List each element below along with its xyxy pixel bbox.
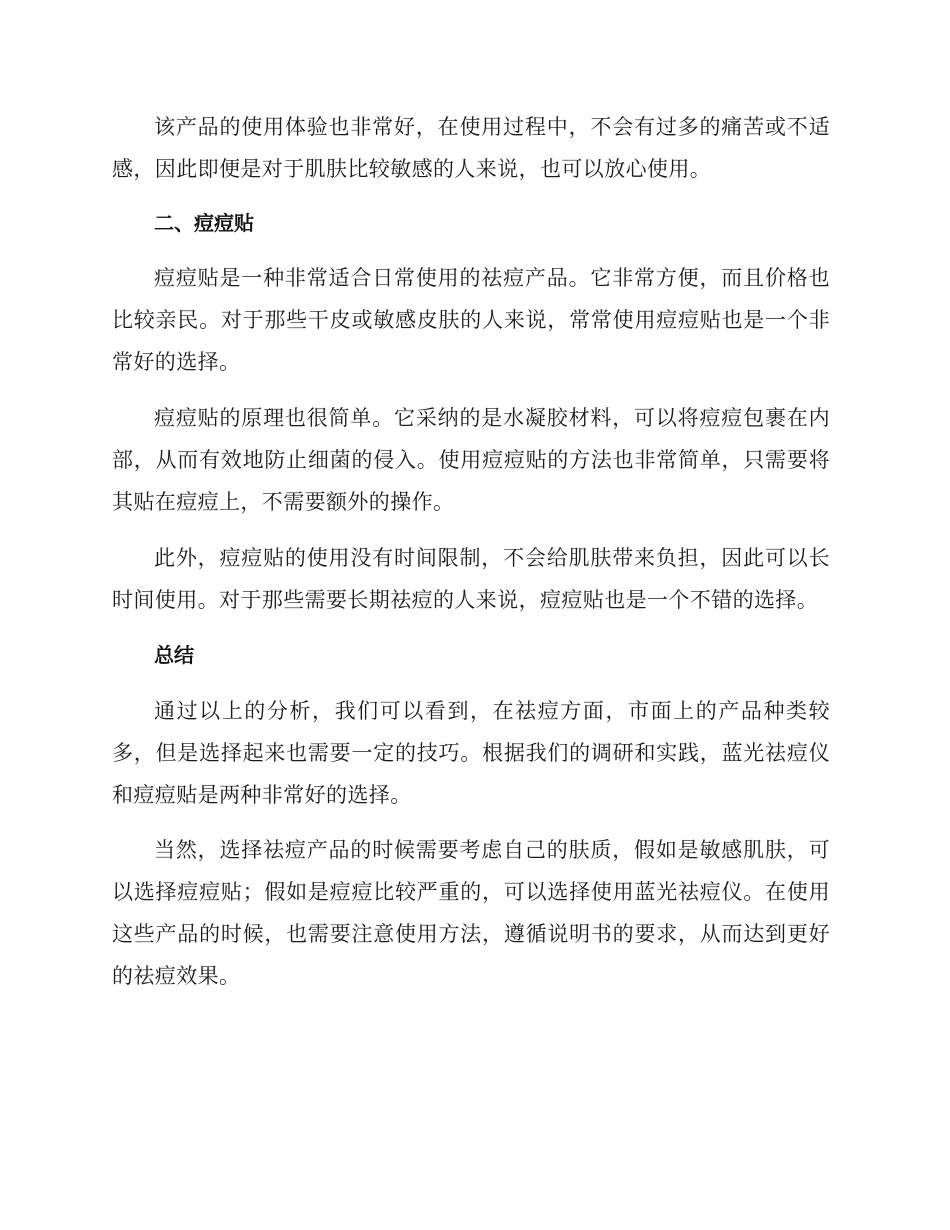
section-heading-summary: 总结	[154, 643, 194, 667]
section-heading-acne-patch: 二、痘痘贴	[154, 211, 254, 235]
paragraph-summary-advice: 当然，选择祛痘产品的时候需要考虑自己的肤质，假如是敏感肌肤，可以选择痘痘贴；假如是痘痘比较严重的，可以选择使用蓝光祛痘仪。在使用这些产品的时候，也需要注意使用方法，遵循说明书的要求，从而达到更好的祛痘效果。	[112, 838, 830, 988]
paragraph-acne-patch-duration: 此外，痘痘贴的使用没有时间限制，不会给肌肤带来负担，因此可以长时间使用。对于那些需要长期祛痘的人来说，痘痘贴也是一个不错的选择。	[112, 546, 830, 612]
paragraph-acne-patch-intro: 痘痘贴是一种非常适合日常使用的祛痘产品。它非常方便，而且价格也比较亲民。对于那些干皮或敏感皮肤的人来说，常常使用痘痘贴也是一个非常好的选择。	[112, 266, 830, 374]
paragraph-experience: 该产品的使用体验也非常好，在使用过程中，不会有过多的痛苦或不适感，因此即便是对于肌肤比较敏感的人来说，也可以放心使用。	[112, 115, 830, 181]
paragraph-acne-patch-principle: 痘痘贴的原理也很简单。它采纳的是水凝胶材料，可以将痘痘包裹在内部，从而有效地防止细菌的侵入。使用痘痘贴的方法也非常简单，只需要将其贴在痘痘上，不需要额外的操作。	[112, 406, 830, 514]
paragraph-summary-analysis: 通过以上的分析，我们可以看到，在祛痘方面，市面上的产品种类较多，但是选择起来也需要一定的技巧。根据我们的调研和实践，蓝光祛痘仪和痘痘贴是两种非常好的选择。	[112, 699, 830, 807]
